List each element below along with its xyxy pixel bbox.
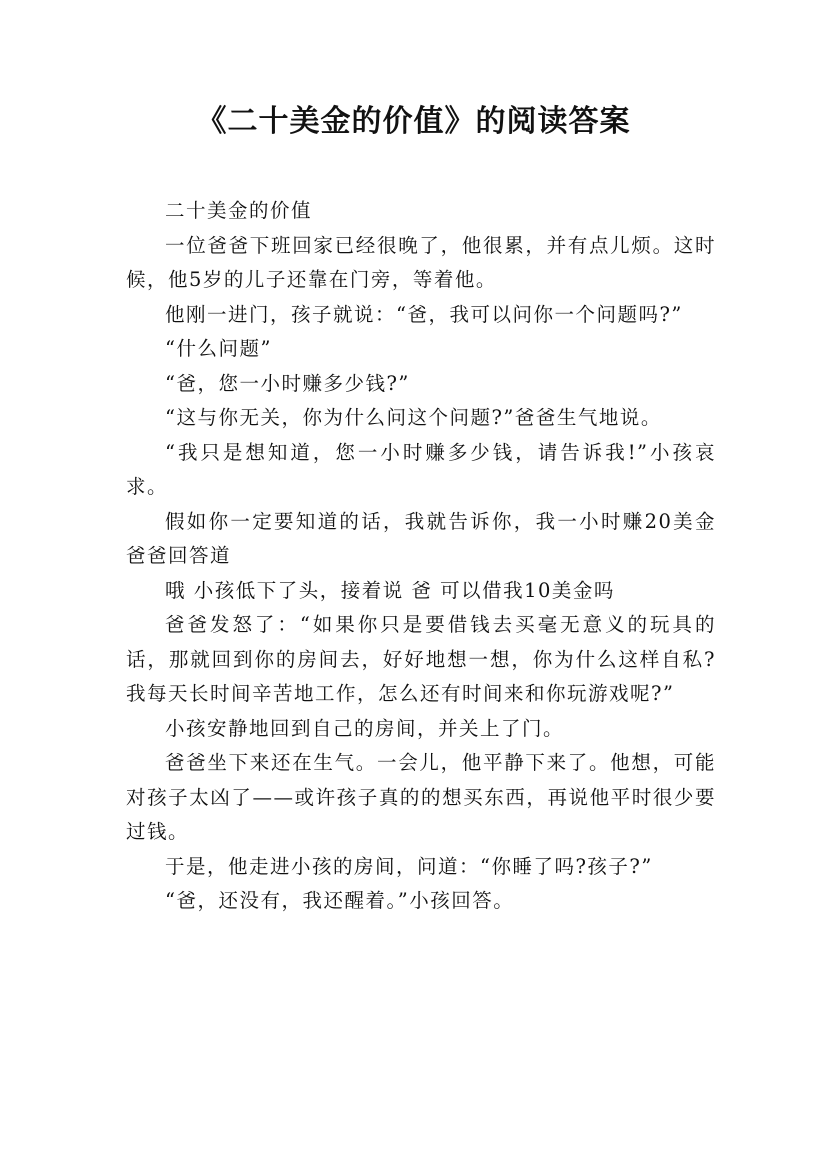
paragraph: 哦 小孩低下了头，接着说 爸 可以借我10美金吗: [165, 578, 615, 602]
paragraph: “什么问题”: [165, 337, 272, 360]
paragraph: 爸爸发怒了：“如果你只是要借钱去买毫无意义的玩具的话，那就回到你的房间去，好好地想一想，你为什么这样自私?我每天长时间辛苦地工作，怎么还有时间来和你玩游戏呢?”: [126, 613, 716, 705]
paragraph: 于是，他走进小孩的房间，问道：“你睡了吗?孩子?”: [165, 854, 653, 878]
paragraph: 二十美金的价值: [165, 199, 313, 222]
paragraph: “爸，您一小时赚多少钱?”: [165, 371, 410, 395]
paragraph: “爸，还没有，我还醒着。”小孩回答。: [165, 889, 515, 912]
document-body: [126, 194, 716, 919]
paragraph: “这与你无关，你为什么问这个问题?”爸爸生气地说。: [165, 406, 662, 429]
paragraph: 他刚一进门，孩子就说：“爸，我可以问你一个问题吗?”: [165, 302, 683, 326]
paragraph: 一位爸爸下班回家已经很晚了，他很累，并有点儿烦。这时候，他5岁的儿子还靠在门旁，等着他。: [126, 233, 716, 291]
paragraph: 假如你一定要知道的话，我就告诉你，我一小时赚20美金 爸爸回答道: [126, 509, 716, 567]
paragraph: “我只是想知道，您一小时赚多少钱，请告诉我!”小孩哀求。: [126, 440, 716, 498]
document-title: 《二十美金的价值》的阅读答案: [196, 104, 631, 139]
paragraph: 小孩安静地回到自己的房间，并关上了门。: [165, 716, 565, 740]
paragraph: 爸爸坐下来还在生气。一会儿，他平静下来了。他想，可能对孩子太凶了——或许孩子真的的想买东西，再说他平时很少要过钱。: [126, 751, 716, 843]
